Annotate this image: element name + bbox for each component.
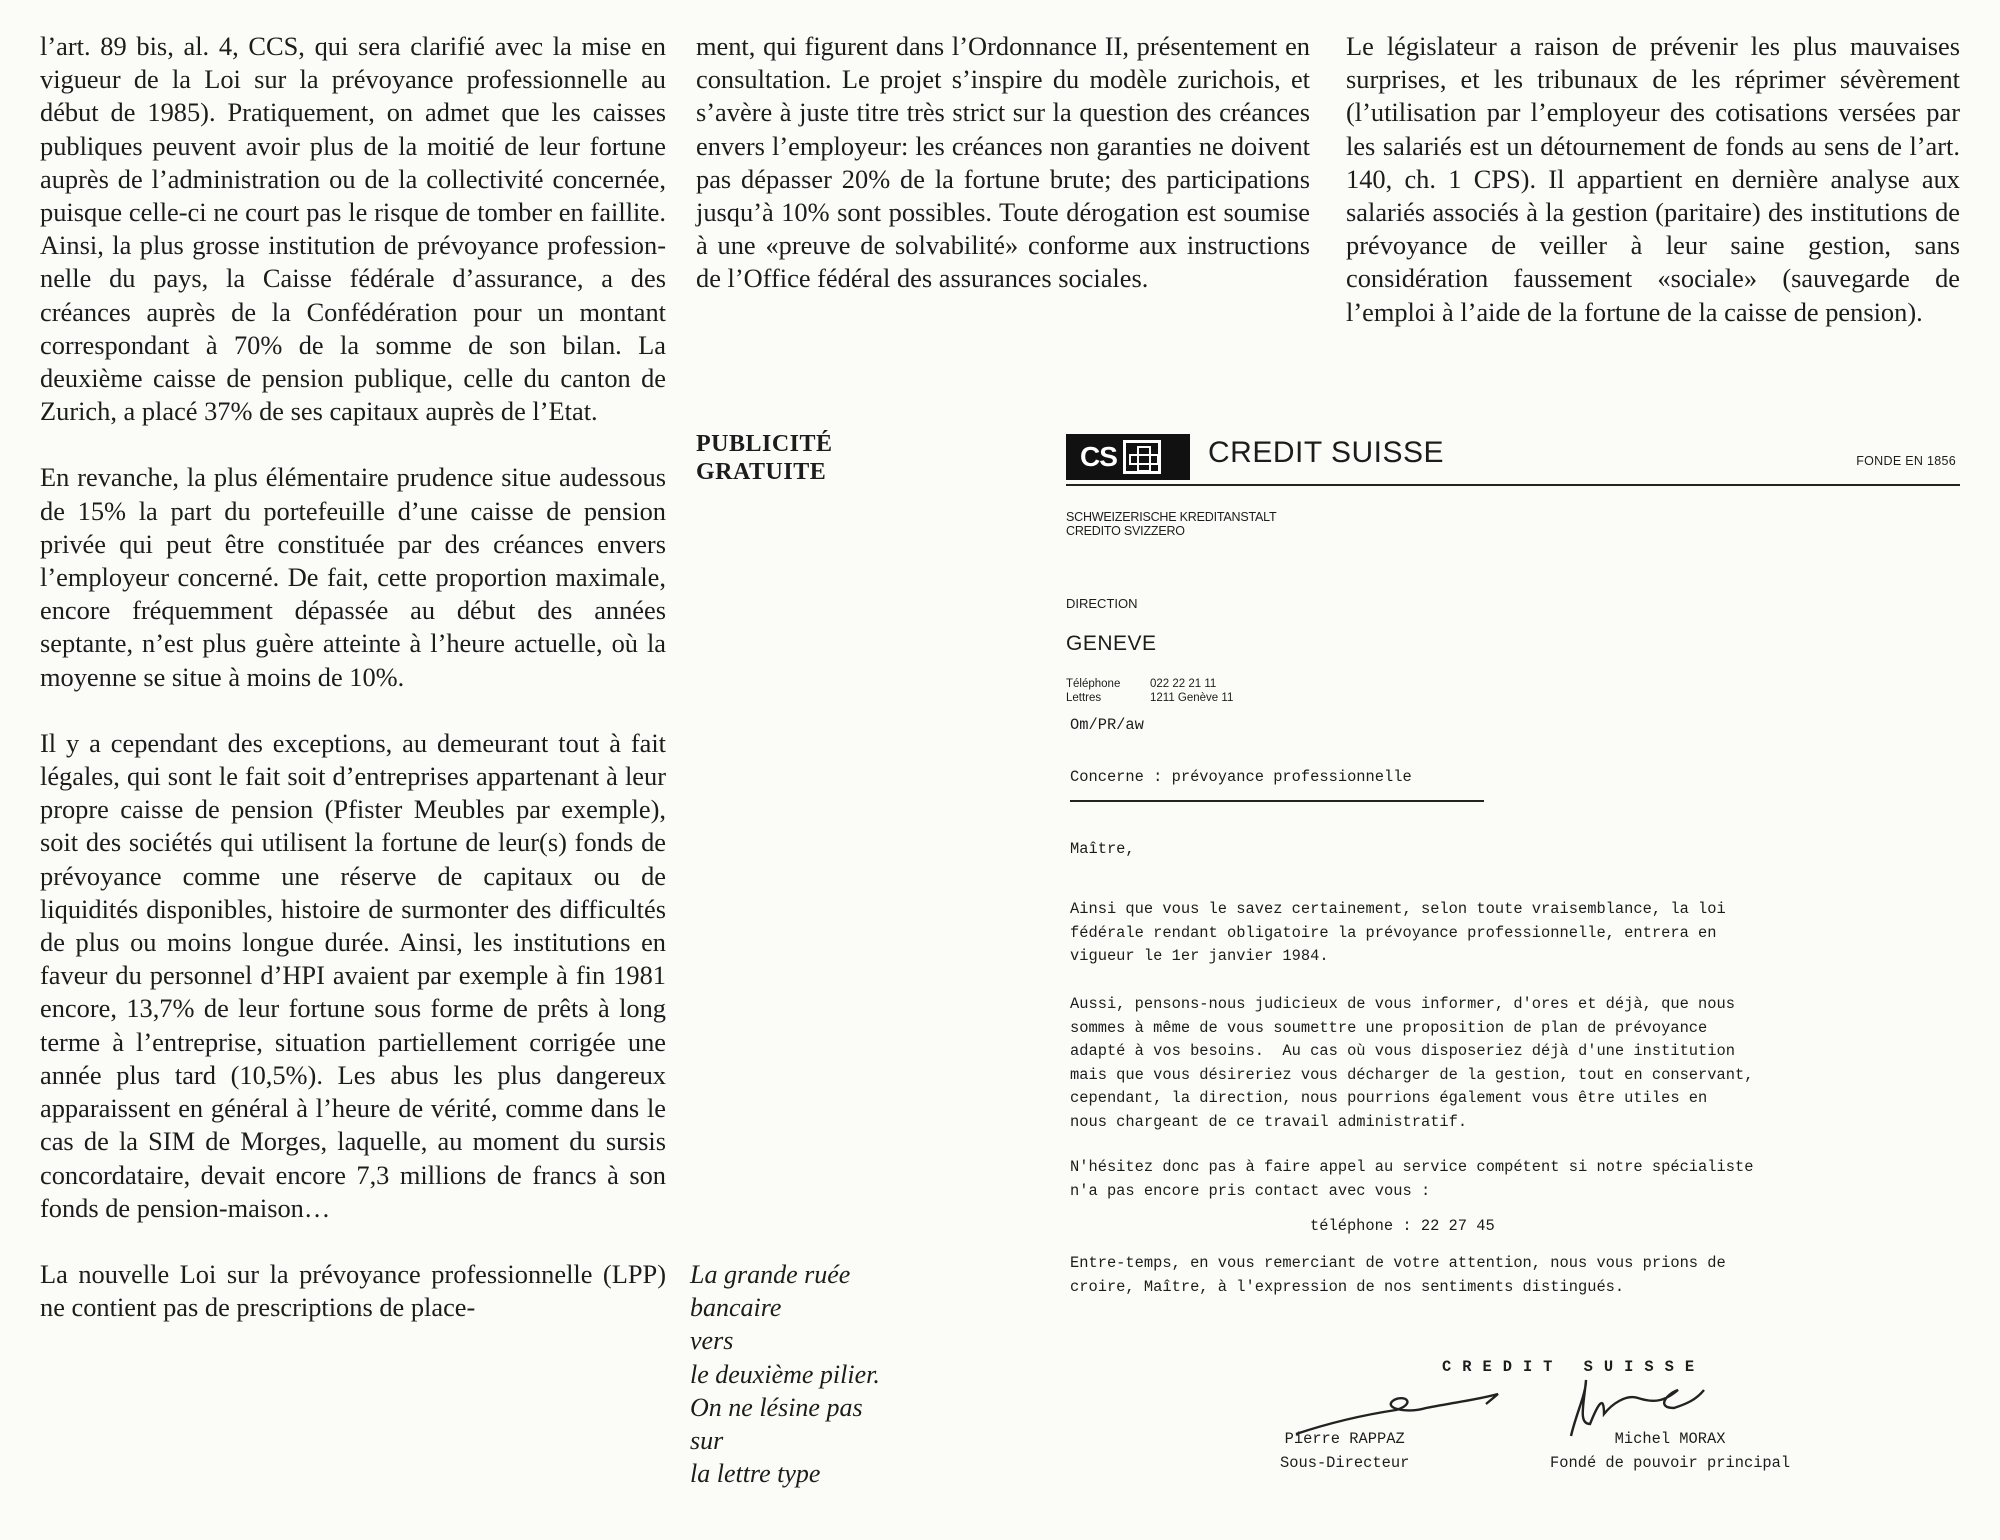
article-column-3: [1346, 30, 1960, 362]
signature-company: CREDIT SUISSE: [1442, 1358, 1706, 1376]
subject-line: Concerne : prévoyance professionnelle: [1070, 766, 1484, 802]
ad-label: PUBLICITÉ GRATUITE: [696, 431, 833, 485]
letter-paragraph: N'hésitez donc pas à faire appel au service compétent si notre spécialiste n'a pas encore pris contact avec vous :: [1070, 1158, 1754, 1200]
signer-1: Pierre RAPPAZ Sous-Directeur: [1280, 1430, 1410, 1472]
paragraph: Le législateur a raison de prévenir les plus mauvaises surprises, et les tribunaux de les réprimer sévèrement (l’utilisation par l’employeur des cotisations versées par les salariés est un détournement de fonds au sens de l’art. 140, ch. 1 CPS). Il appartient en dernière analyse aux salariés associés à la gestion (paritaire) des institutions de prévoyance de veiller à leur saine gestion, sans considération faussement «sociale» (sauvegarde de l’emploi à l’aide de la fortune de la caisse de pension).: [1346, 31, 1960, 327]
letter-paragraph: Ainsi que vous le savez certainement, selon toute vraisemblance, la loi fédérale rendant obligatoire la prévoyance professionnelle, entrera en vigueur le 1er janvier 1984.: [1070, 900, 1726, 965]
brand-name: CREDIT SUISSE: [1208, 436, 1444, 469]
article-column-1: [40, 30, 666, 1357]
paragraph: Il y a cependant des exceptions, au demeurant tout à fait légales, qui sont le fait soit d’entreprises appartenant à leur propre caisse de pension (Pfister Meubles par exemple), soit des sociétés qui utilisent la fortune de leur(s) fonds de prévoyance comme une réserve de capitaux ou de liquidités disponibles, histoire de surmonter des difficultés de plus ou moins longue durée. Ainsi, les institutions en faveur du personnel d’HPI avaient par exemple à fin 1981 encore, 13,7% de leur fortune sous forme de prêts à long terme à l’entreprise, situation partiellement corrigée une année plus tard (10,5%). Les abus les plus dangereux apparaissent en général à l’heure de vérité, comme dans le cas de la SIM de Morges, laquelle, au moment du sursis concordataire, devait encore 7,3 millions de francs à son fonds de pension-maison…: [40, 727, 667, 1223]
paragraph: En revanche, la plus élémentaire prudence situe audessous de 15% la part du portefeuille d’une caisse de pension privée qui peut être constituée par des créances envers l’employeur concerné. De fait, cette proportion maximale, encore fréquemment dépassée au début des années septante, n’est plus guère atteinte à l’heure actuelle, où la moyenne se situe à moins de 10%.: [40, 462, 666, 692]
article-column-2: [696, 30, 1310, 329]
letter-paragraph: Aussi, pensons-nous judicieux de vous informer, d'ores et déjà, que nous sommes à même de vous soumettre une proposition de plan de prévoyance adapté à vos besoins. Au cas où vous disposeriez déjà d'une institution mais que vous désireriez vous décharger de la gestion, tout en conservant, cependant, la direction, nous pourrions également vous être utiles en nous chargeant de ce travail administratif.: [1070, 995, 1754, 1131]
bank-subtitle: SCHWEIZERISCHE KREDITANSTALT CREDITO SVIZZERO: [1066, 510, 1277, 538]
signer-2: Michel MORAX Fondé de pouvoir principal: [1550, 1430, 1791, 1472]
paragraph: ment, qui figurent dans l’Ordonnance II, présentement en consultation. Le projet s’inspire du modèle zurichois, et s’avère à juste titre très strict sur la question des créances envers l’employeur: les créances non garanties ne doivent pas dépasser 20% de la fortune brute; des participations jusqu’à 10% sont possibles. Toute dérogation est soumise à une «preuve de solvabilité» conforme aux instructions de l’Office fédéral des assurances sociales.: [696, 31, 1310, 294]
letter-paragraph: Entre-temps, en vous remerciant de votre attention, nous vous prions de croire, Maître, à l'expression de nos sentiments distingués.: [1070, 1254, 1726, 1296]
contact-details: Téléphone 022 22 21 11 Lettres 1211 Genève 11: [1066, 678, 1234, 704]
image-caption: La grande ruée bancaire vers le deuxième pilier. On ne lésine pas sur la lettre type: [690, 1260, 880, 1489]
reference: Om/PR/aw: [1070, 716, 1144, 734]
letter-reproduction: [1066, 432, 1962, 1502]
paragraph: l’art. 89 bis, al. 4, CCS, qui sera clarifié avec la mise en vigueur de la Loi sur la prévoyance professionnelle au début de 1985). Pratiquement, on admet que les caisses publiques peuvent avoir plus de la moitié de leur fortune auprès de l’administration ou de la collectivité concernée, puisque celle-ci ne court pas le risque de tomber en faillite. Ainsi, la plus grosse institution de prévoyance professionnelle du pays, la Caisse fédérale d’assurance, a des créances auprès de la Confédération pour un montant correspondant à 70% de la somme de son bilan. La deuxième caisse de pension publique, celle du canton de Zurich, a placé 37% de ses capitaux auprès de l’Etat.: [40, 31, 666, 427]
letterhead: [1066, 432, 1960, 486]
salutation: Maître,: [1070, 840, 1135, 858]
bank-logo: CS: [1066, 434, 1190, 480]
paragraph: La nouvelle Loi sur la prévoyance professionnelle (LPP) ne contient pas de prescriptions de place-: [40, 1258, 666, 1323]
founded-note: FONDE EN 1856: [1856, 454, 1956, 468]
cross-logo-icon: [1123, 440, 1161, 474]
phone-line: téléphone : 22 27 45: [1310, 1217, 1495, 1235]
city: GENEVE: [1066, 632, 1157, 655]
direction-label: DIRECTION: [1066, 596, 1138, 611]
